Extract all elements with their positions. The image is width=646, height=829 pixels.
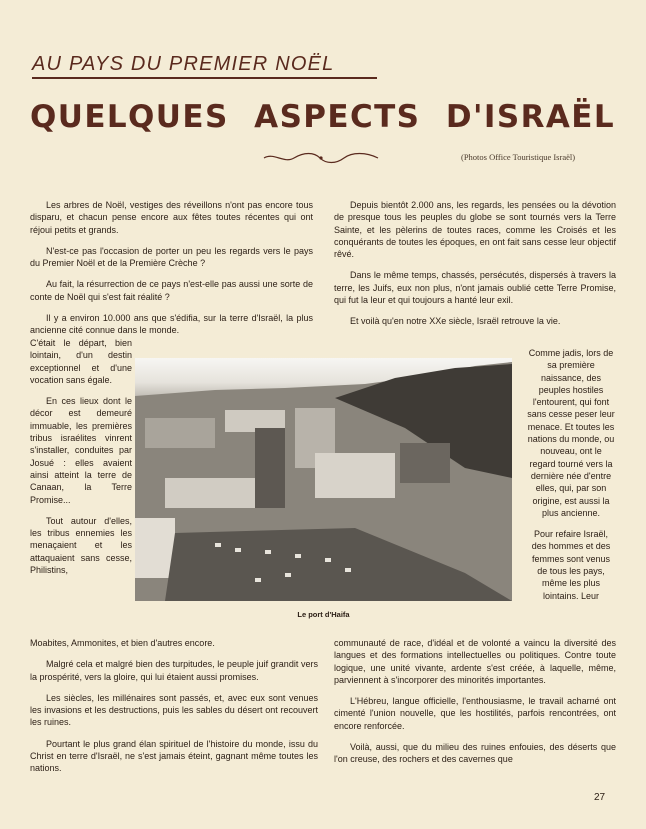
paragraph: C'était le départ, bien lointain, d'un destin exceptionnel et d'une vocation sans égale. [30,338,132,385]
paragraph: Voilà, aussi, que du milieu des ruines enfouies, des déserts que l'on creuse, des rochers et des cavernes que [334,742,616,765]
ornament-flourish [262,152,380,164]
haifa-port-photo [135,358,512,601]
paragraph: Les siècles, les millénaires sont passés, et, avec eux sont venues les invasions et les destructions, puis les sables du désert ont recouvert les ruines. [30,692,318,728]
paragraph: Dans le même temps, chassés, persécutés, dispersés à travers la terre, les Juifs, eux non plus, n'ont jamais oublié cette Terre Promise, qui fut la leur et qui toujours a hanté leur exil. [334,270,616,306]
article-title [30,98,615,136]
paragraph: Comme jadis, lors de sa première naissance, des peuples hostiles l'entourent, qui font sans cesse peser leur menace. Et toutes les nations du monde, ou nouveau, ont le regard tourné vers la dernière née d'entre elles, qui, par son origine, est aussi la plus ancienne. [527,348,615,518]
right-column-top [334,199,616,337]
right-column-narrow [526,347,616,611]
page-number: 27 [594,792,606,803]
right-column-bottom [334,637,616,775]
paragraph: Les arbres de Noël, vestiges des réveillons n'ont pas encore tous disparu, et chacun pense encore aux fêtes toutes récentes qui ont réjoui petits et grands. [30,200,313,235]
title-word: ASPECTS [254,99,421,135]
photo-caption: Le port d'Haifa [297,610,350,619]
paragraph: communauté de race, d'idéal et de volonté a vaincu la diversité des langues et des formations intellectuelles ou politiques. Contre toute logique, une unité vivante, ardente s'est créée, à laquelle, même, parviennent à s'incorporer des minorités importantes. [334,638,616,685]
paragraph: Pour refaire Israël, des hommes et des femmes sont venus de tous les pays, même les plus lointains. Leur [531,529,611,601]
section-kicker: AU PAYS DU PREMIER NOËL [32,52,377,79]
paragraph: Tout autour d'elles, les tribus ennemies les menaçaient et les attaquaient sans cesse, Philistins, [30,515,132,576]
left-column-bottom [30,637,318,784]
paragraph: Au fait, la résurrection de ce pays n'est-elle pas aussi une sorte de conte de Noël qui s'est fait réalité ? [30,279,313,302]
paragraph: Il y a environ 10.000 ans que s'édifia, sur la terre d'Israël, la plus ancienne cité connue dans le monde. [30,313,313,336]
paragraph: L'Hébreu, langue officielle, l'enthousiasme, le travail acharné ont cimenté l'union nouvelle, que les hostilités, parfois rencontrées, ont encore renforcée. [334,696,616,731]
title-word: QUELQUES [30,99,229,135]
harbor-city-image [135,358,512,601]
left-column-narrow [30,337,132,585]
paragraph: Moabites, Ammonites, et bien d'autres encore. [30,638,215,648]
paragraph: N'est-ce pas l'occasion de porter un peu les regards vers le pays du Premier Noël et de la Première Crèche ? [30,245,313,269]
title-word: D'ISRAËL [445,99,615,135]
photo-credit: (Photos Office Touristique Israël) [461,152,576,162]
paragraph: Depuis bientôt 2.000 ans, les regards, les pensées ou la dévotion de presque tous les peuples du globe se sont tournés vers la Terre Sainte, et les pèlerins de toutes races, comme les Croisés et les conquérants de toutes les époques, en ont fait sans cesse leur objectif rêvé. [334,200,616,260]
paragraph: Et voilà qu'en notre XXe siècle, Israël retrouve la vie. [350,316,561,327]
paragraph: En ces lieux dont le décor est demeuré immuable, les premières tribus israélites vinrent s'installer, conduites par Josué : elles avaient ainsi atteint la terre de Canaan, la Terre Promise... [30,396,132,505]
left-column-top [30,199,313,346]
paragraph: Pourtant le plus grand élan spirituel de l'histoire du monde, issu du Christ en terre d'Israël, ne s'est jamais éteint, gagnant même toutes les nations. [30,738,318,774]
paragraph: Malgré cela et malgré bien des turpitudes, le peuple juif grandit vers la prospérité, vers la gloire, qui lui étaient aussi promises. [30,659,318,682]
